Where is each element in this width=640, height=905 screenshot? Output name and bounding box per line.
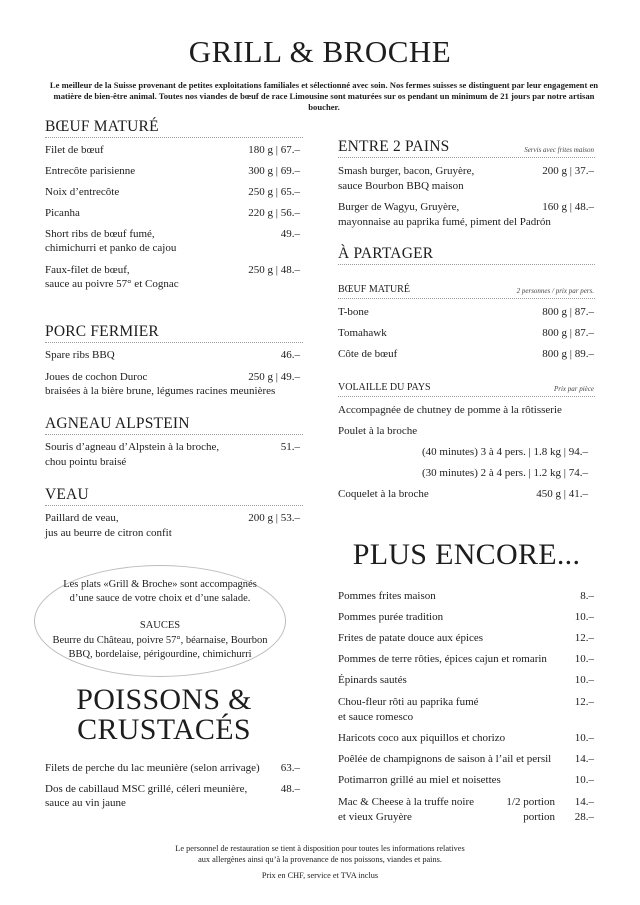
menu-item-price: 160 g | 48.– [542, 201, 594, 213]
menu-item-name: Joues de cochon Duroc [45, 371, 148, 383]
menu-item-price: 12.– [574, 632, 594, 644]
section-boeuf-heading: BŒUF MATURÉ [45, 118, 159, 135]
menu-item-name: Mac & Cheese à la truffe noire [338, 796, 475, 808]
menu-item-price: 49.– [280, 228, 300, 240]
section-plus-heading: PLUS ENCORE... [352, 538, 581, 571]
page-title: GRILL & BROCHE [188, 34, 452, 69]
menu-item-name: Smash burger, bacon, Gruyère, [338, 165, 475, 177]
menu-item-name: Dos de cabillaud MSC grillé, céleri meunière, [45, 783, 248, 795]
menu-item-price: 12.– [574, 696, 594, 708]
menu-item-description: sauce au poivre 57° et Cognac [45, 278, 179, 290]
menu-item-name: T-bone [338, 306, 369, 318]
menu-item-price: 200 g | 37.– [542, 165, 594, 177]
intro-text: Le meilleur de la Suisse provenant de petites exploitations familiales et sélectionné avec soin. Nos fermes suisses se distinguent par leur engagement en matière de bien-être animal. Toutes nos viandes de bœuf de race Limousine sont maturées sur os pendant un minimum de 21 jours par notre artisan boucher. [49, 80, 599, 112]
menu-item-name: Frites de patate douce aux épices [338, 632, 484, 644]
oval-text: Les plats «Grill & Broche» sont accompagnés [63, 579, 257, 590]
menu-item-price: 220 g | 56.– [248, 207, 300, 219]
menu-item-name: Paillard de veau, [45, 512, 119, 524]
footer-allergens: Le personnel de restauration se tient à disposition pour toutes les informations relatives [175, 844, 465, 853]
sauces-list: BBQ, bordelaise, périgourdine, chimichurri [68, 649, 252, 660]
menu-item-price: 48.– [280, 783, 300, 795]
menu-item-name: Noix d’entrecôte [45, 186, 120, 198]
section-note: Prix par pièce [553, 385, 594, 393]
menu-item-name: Côte de bœuf [338, 348, 398, 360]
menu-item-option: (40 minutes) 3 à 4 pers. | 1.8 kg | 94.– [421, 446, 588, 458]
menu-item-name: Pommes purée tradition [338, 611, 444, 623]
footer-allergens: aux allergènes ainsi qu’à la provenance de nos poissons, viandes et pains. [198, 855, 442, 864]
menu-item-price: 10.– [574, 674, 594, 686]
menu-item-name: Coquelet à la broche [338, 488, 429, 500]
menu-item-price: 250 g | 49.– [248, 371, 300, 383]
menu-item-price: 28.– [574, 811, 594, 823]
menu-item-portion: portion [523, 811, 555, 823]
menu-item-name: Faux-filet de bœuf, [45, 264, 130, 276]
menu-item-name: Chou-fleur rôti au paprika fumé [338, 696, 479, 708]
section-pains-heading: ENTRE 2 PAINS [338, 138, 450, 155]
menu-item-name: Potimarron grillé au miel et noisettes [338, 774, 501, 786]
divider [338, 396, 595, 397]
menu-item-name: Pommes frites maison [338, 590, 436, 602]
menu-item-name: Spare ribs BBQ [45, 349, 115, 361]
menu-item-price: 300 g | 69.– [248, 165, 300, 177]
menu-item-portion: 1/2 portion [506, 796, 555, 808]
menu-item-name: Short ribs de bœuf fumé, [45, 228, 155, 240]
menu-item-price: 200 g | 53.– [248, 512, 300, 524]
menu-item-description: jus au beurre de citron confit [45, 527, 172, 539]
menu-item-price: 450 g | 41.– [536, 488, 588, 500]
menu-item-price: 63.– [280, 762, 300, 774]
menu-item-name: Entrecôte parisienne [45, 165, 136, 177]
menu-item-price: 180 g | 67.– [248, 144, 300, 156]
section-note: 2 personnes / prix par pers. [516, 287, 594, 295]
menu-item-description: sauce au vin jaune [45, 797, 126, 809]
menu-item-price: 14.– [574, 753, 594, 765]
section-veau-heading: VEAU [45, 486, 89, 503]
menu-item-price: 800 g | 87.– [542, 327, 594, 339]
menu-item-name: Burger de Wagyu, Gruyère, [338, 201, 460, 213]
divider [338, 264, 595, 265]
divider [338, 298, 595, 299]
menu-item-price: 46.– [280, 349, 300, 361]
menu-item-description: et sauce romesco [338, 711, 414, 723]
section-poissons-heading: POISSONS & [76, 683, 252, 716]
footer-prices: Prix en CHF, service et TVA inclus [261, 871, 379, 880]
menu-item-name: Filet de bœuf [45, 144, 104, 156]
menu-item-name: Picanha [45, 207, 80, 219]
oval-text: d’une sauce de votre choix et d’une salade. [69, 593, 251, 604]
menu-item-price: 10.– [574, 611, 594, 623]
divider [45, 137, 303, 138]
subsection-heading: VOLAILLE DU PAYS [338, 382, 431, 393]
menu-item-name: Poêlée de champignons de saison à l’ail et persil [338, 753, 552, 765]
divider [338, 157, 595, 158]
menu-item-description: mayonnaise au paprika fumé, piment del Padrón [338, 216, 551, 228]
menu-item-price: 250 g | 65.– [248, 186, 300, 198]
menu-item-price: 10.– [574, 774, 594, 786]
section-porc-heading: PORC FERMIER [45, 323, 159, 340]
menu-item-description: chimichurri et panko de cajou [45, 242, 177, 254]
menu-item-description: Accompagnée de chutney de pomme à la rôtisserie [338, 404, 562, 416]
section-partager-heading: À PARTAGER [338, 245, 434, 262]
menu-item-description: braisées à la bière brune, légumes racines meunières [45, 385, 276, 397]
sauces-title: SAUCES [139, 620, 181, 631]
sauces-list: Beurre du Château, poivre 57°, béarnaise, Bourbon [52, 635, 268, 646]
menu-item-name: Filets de perche du lac meunière (selon arrivage) [45, 762, 260, 774]
menu-item-description: et vieux Gruyère [338, 811, 412, 823]
subsection-heading: BŒUF MATURÉ [338, 284, 410, 295]
menu-item-name: Souris d’agneau d’Alpstein à la broche, [45, 441, 220, 453]
menu-item-name: Tomahawk [338, 327, 387, 339]
menu-item-option: (30 minutes) 2 à 4 pers. | 1.2 kg | 74.– [421, 467, 588, 479]
menu-item-price: 250 g | 48.– [248, 264, 300, 276]
menu-item-price: 8.– [580, 590, 594, 602]
menu-item-price: 51.– [280, 441, 300, 453]
menu-item-price: 800 g | 89.– [542, 348, 594, 360]
divider [45, 505, 303, 506]
menu-item-description: sauce Bourbon BBQ maison [338, 180, 464, 192]
divider [45, 342, 303, 343]
menu-item-name: Épinards sautés [338, 674, 407, 686]
menu-item-name: Haricots coco aux piquillos et chorizo [338, 732, 506, 744]
menu-item-name: Poulet à la broche [338, 425, 418, 437]
menu-item-price: 10.– [574, 732, 594, 744]
menu-item-description: chou pointu braisé [45, 456, 127, 468]
menu-item-name: Pommes de terre rôties, épices cajun et romarin [338, 653, 547, 665]
divider [45, 434, 303, 435]
section-poissons-heading: CRUSTACÉS [77, 713, 251, 746]
section-agneau-heading: AGNEAU ALPSTEIN [45, 415, 190, 432]
menu-item-price: 14.– [574, 796, 594, 808]
section-note: Servis avec frites maison [524, 146, 594, 154]
menu-item-price: 10.– [574, 653, 594, 665]
menu-item-price: 800 g | 87.– [542, 306, 594, 318]
